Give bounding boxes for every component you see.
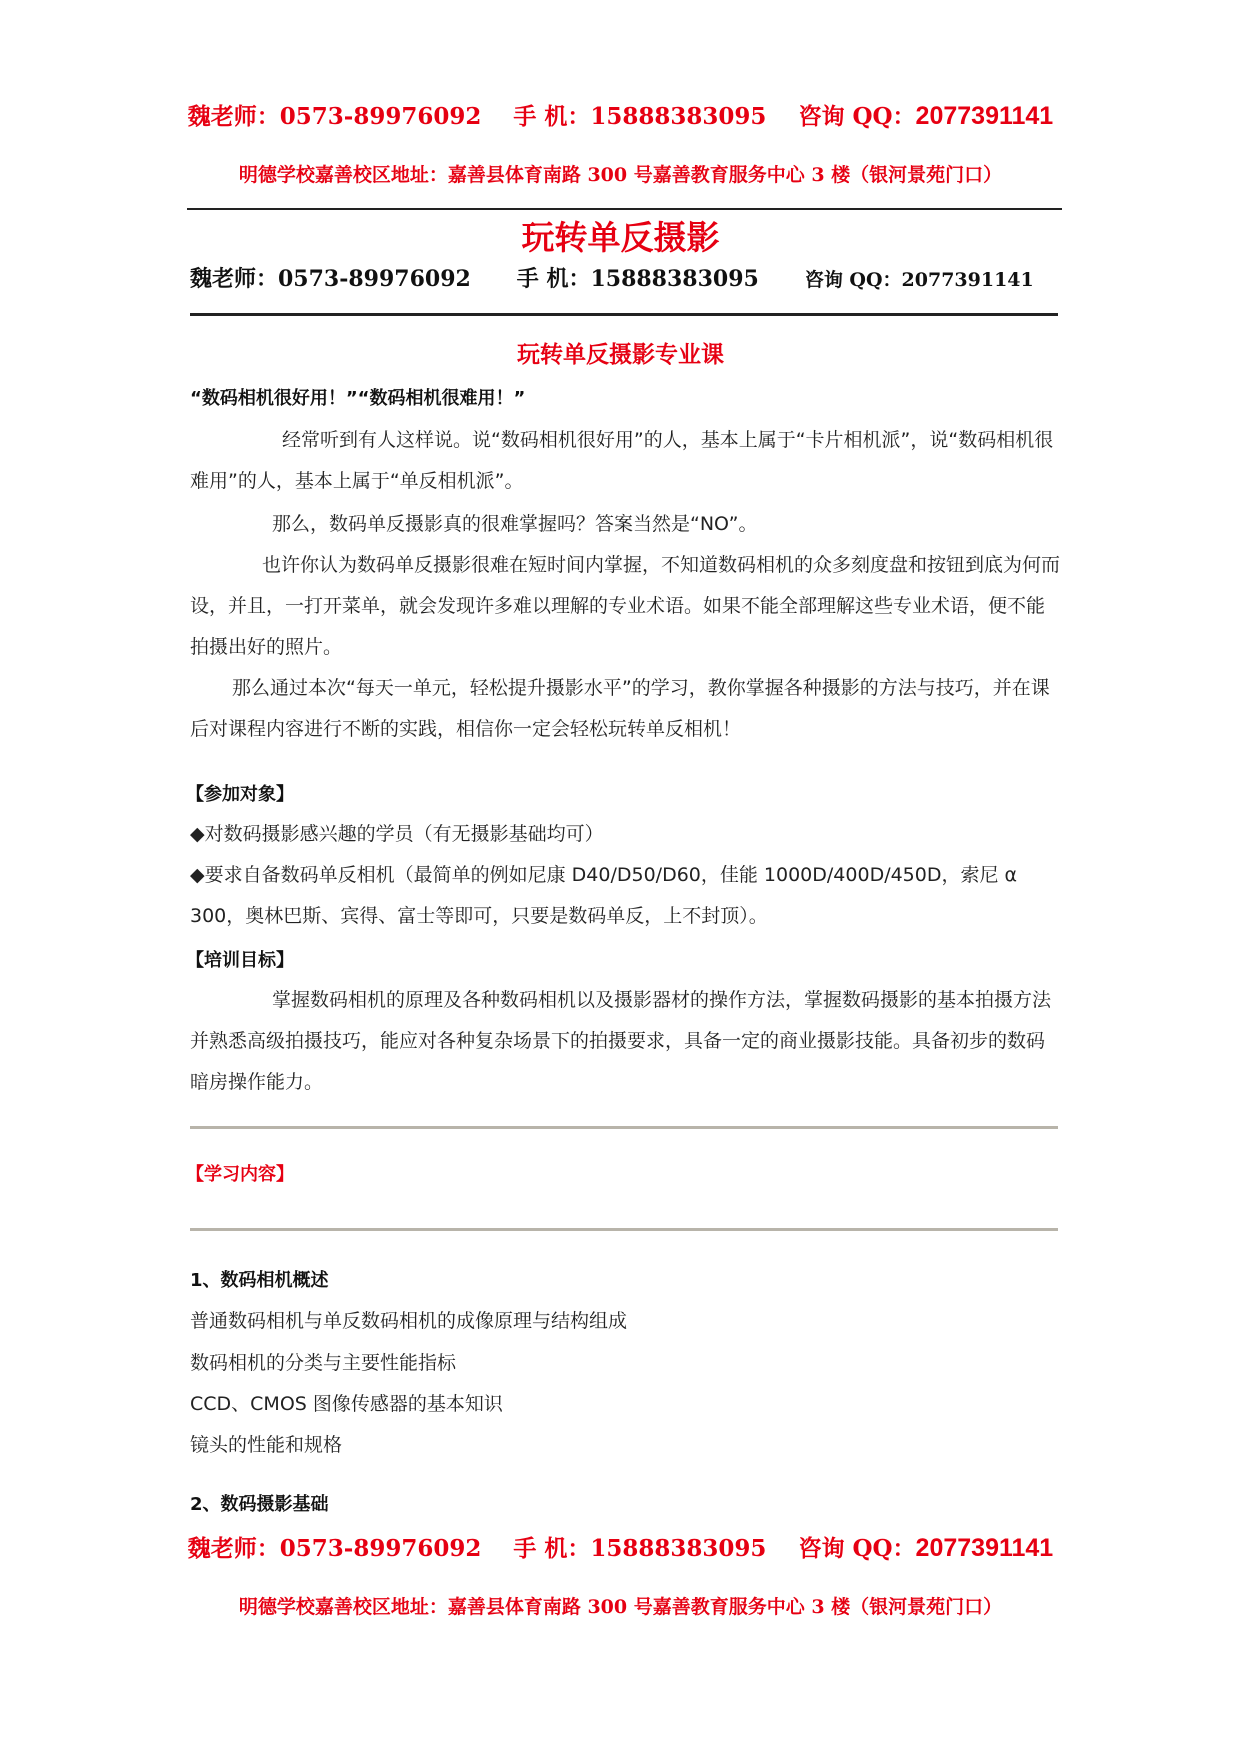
course-title: 玩转单反摄影专业课 [517,342,724,368]
intro-paragraph-4: 那么通过本次“每天一单元，轻松提升摄影水平”的学习，教你掌握各种摄影的方法与技巧，并在课后对课程内容进行不断的实践，相信你一定会轻松玩转单反相机！ [190,677,1050,740]
goals-text: 掌握数码相机的原理及各种数码相机以及摄影器材的操作方法，掌握数码摄影的基本拍摄方法并熟悉高级拍摄技巧，能应对各种复杂场景下的拍摄要求，具备一定的商业摄影技能。具备初步的数码暗房操作能力。 [190,989,1052,1093]
contact-header-top [0,98,1241,131]
section1-item: CCD、CMOS 图像传感器的基本知识 [190,1393,503,1415]
participants-heading: 【参加对象】 [186,784,294,805]
mobile-phone: 手 机：15888383095 [513,103,767,130]
qq-number: 2077391141 [915,102,1054,130]
qq-contact: 咨询 QQ：2077391141 [804,269,1034,291]
section1-item: 镜头的性能和规格 [190,1434,343,1456]
quote-line: “数码相机很好用！”“数码相机很难用！” [190,388,526,409]
divider [190,1126,1058,1129]
goals-heading: 【培训目标】 [186,950,294,971]
intro-paragraph-2: 那么，数码单反摄影真的很难掌握吗？答案当然是“NO”。 [272,513,758,535]
participants-item: ◆要求自备数码单反相机（最简单的例如尼康 D40/D50/D60，佳能 1000D/400D/450D，索尼 α 300，奥林巴斯、宾得、富士等即可，只要是数码单反，上不封顶）。 [190,864,1018,927]
qq-number: 2077391141 [915,1534,1054,1562]
contact-footer [0,1530,1241,1563]
participants-item: ◆对数码摄影感兴趣的学员（有无摄影基础均可） [190,823,604,845]
section1-heading: 1、数码相机概述 [190,1270,329,1291]
intro-paragraph-3: 也许你认为数码单反摄影很难在短时间内掌握，不知道数码相机的众多刻度盘和按钮到底为何而设，并且，一打开菜单，就会发现许多难以理解的专业术语。如果不能全部理解这些专业术语，便不能拍摄出好的照片。 [190,554,1061,658]
teacher-phone: 魏老师：0573-89976092 [190,266,471,292]
divider [187,208,1062,210]
mobile-phone: 手 机：15888383095 [516,266,759,292]
qq-label: 咨询 QQ： [798,1535,916,1562]
teacher-phone: 魏老师：0573-89976092 [187,103,482,130]
section2-heading: 2、数码摄影基础 [190,1494,329,1515]
contact-line-black [190,262,1034,293]
divider [190,313,1058,316]
teacher-phone: 魏老师：0573-89976092 [187,1535,482,1562]
qq-label: 咨询 QQ： [798,103,916,130]
divider [190,1228,1058,1231]
section1-item: 普通数码相机与单反数码相机的成像原理与结构组成 [190,1310,628,1332]
intro-paragraph-1: 经常听到有人这样说。说“数码相机很好用”的人，基本上属于“卡片相机派”，说“数码相机很难用”的人，基本上属于“单反相机派”。 [190,429,1054,492]
main-title: 玩转单反摄影 [521,218,720,257]
study-heading: 【学习内容】 [186,1164,294,1185]
section1-item: 数码相机的分类与主要性能指标 [190,1352,457,1374]
address-bottom: 明德学校嘉善校区地址：嘉善县体育南路 300 号嘉善教育服务中心 3 楼（银河景苑门口） [238,1596,1003,1618]
mobile-phone: 手 机：15888383095 [513,1535,767,1562]
address-top: 明德学校嘉善校区地址：嘉善县体育南路 300 号嘉善教育服务中心 3 楼（银河景苑门口） [238,164,1003,186]
